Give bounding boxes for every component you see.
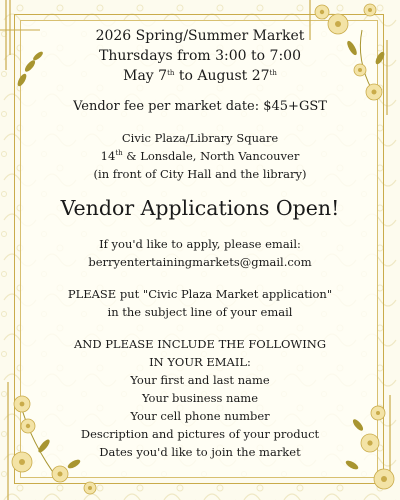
include-item: Your business name [141,391,259,405]
include-item: Your cell phone number [130,409,270,423]
subject-instruction-cont: in the subject line of your email [107,305,293,319]
venue-note: (in front of City Hall and the library) [93,167,307,181]
market-date-range: May 7th to August 27th [123,68,277,84]
include-item: Dates you'd like to join the market [99,445,301,459]
apply-instruction: If you'd like to apply, please email: [99,237,301,251]
subject-instruction: PLEASE put "Civic Plaza Market application" [67,287,333,301]
include-heading: AND PLEASE INCLUDE THE FOLLOWING [73,337,327,351]
applications-open-headline: Vendor Applications Open! [60,196,340,220]
include-heading-cont: IN YOUR EMAIL: [149,355,251,369]
contact-email[interactable]: berryentertainingmarkets@gmail.com [88,255,312,269]
venue-name: Civic Plaza/Library Square [121,131,279,145]
include-item: Description and pictures of your product [80,427,320,441]
flyer-content [22,20,378,461]
season-title: 2026 Spring/Summer Market [95,28,305,44]
include-item: Your first and last name [130,373,270,387]
venue-address: 14th & Lonsdale, North Vancouver [100,149,300,163]
market-days-times: Thursdays from 3:00 to 7:00 [99,48,301,64]
vendor-fee: Vendor fee per market date: $45+GST [73,99,327,114]
